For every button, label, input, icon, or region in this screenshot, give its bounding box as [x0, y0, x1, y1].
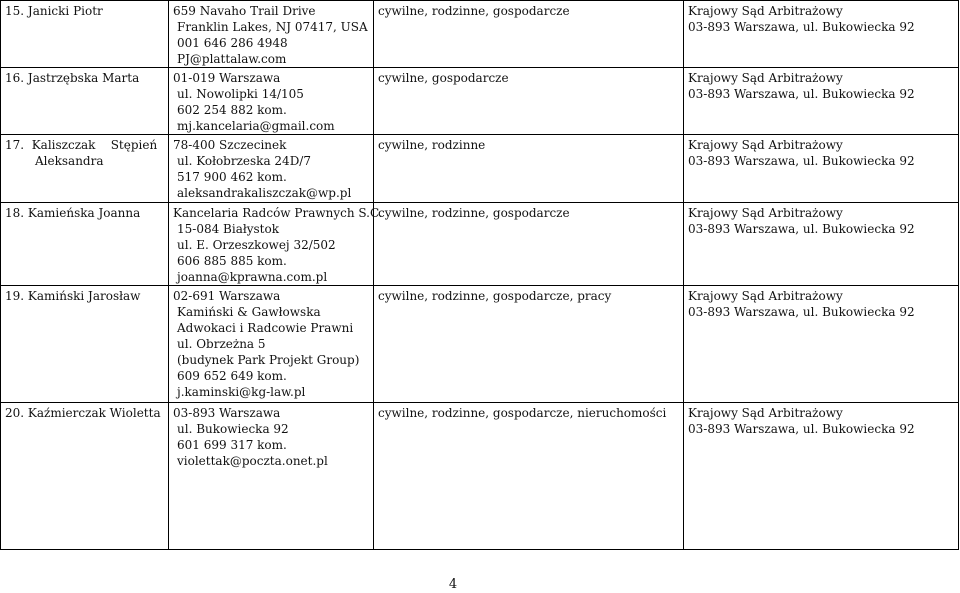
specializations: cywilne, rodzinne, gospodarcze: [374, 203, 684, 286]
arbitrator-name: 19. Kamiński Jarosław: [1, 286, 169, 403]
table-row: [1, 403, 959, 550]
arbitration-court: Krajowy Sąd Arbitrażowy 03-893 Warszawa, ul. Bukowiecka 92: [684, 286, 959, 403]
contact-details: 02-691 Warszawa Kamiński & Gawłowska Adwokaci i Radcowie Prawni ul. Obrzeżna 5 (budynek Park Projekt Group) 609 652 649 kom. j.kaminski@kg-law.pl: [169, 286, 374, 403]
arbitrator-name: 20. Kaźmierczak Wioletta: [1, 403, 169, 550]
table-row: [1, 203, 959, 286]
specializations: cywilne, rodzinne, gospodarcze: [374, 1, 684, 68]
table-row: [1, 1, 959, 68]
arbitrator-name: 18. Kamieńska Joanna: [1, 203, 169, 286]
arbitration-court: Krajowy Sąd Arbitrażowy 03-893 Warszawa, ul. Bukowiecka 92: [684, 203, 959, 286]
table-row: [1, 135, 959, 203]
contact-details: 01-019 Warszawa ul. Nowolipki 14/105 602 254 882 kom. mj.kancelaria@gmail.com: [169, 68, 374, 135]
table-row: [1, 68, 959, 135]
arbitration-court: Krajowy Sąd Arbitrażowy 03-893 Warszawa, ul. Bukowiecka 92: [684, 403, 959, 550]
specializations: cywilne, rodzinne: [374, 135, 684, 203]
specializations: cywilne, gospodarcze: [374, 68, 684, 135]
contact-details: 03-893 Warszawa ul. Bukowiecka 92 601 699 317 kom. violettak@poczta.onet.pl: [169, 403, 374, 550]
specializations: cywilne, rodzinne, gospodarcze, pracy: [374, 286, 684, 403]
arbitrator-name: 15. Janicki Piotr: [1, 1, 169, 68]
arbitration-court: Krajowy Sąd Arbitrażowy 03-893 Warszawa, ul. Bukowiecka 92: [684, 1, 959, 68]
table-row: [1, 286, 959, 403]
contact-details: Kancelaria Radców Prawnych S.C. 15-084 Białystok ul. E. Orzeszkowej 32/502 606 885 885 kom. joanna@kprawna.com.pl: [169, 203, 374, 286]
specializations: cywilne, rodzinne, gospodarcze, nieruchomości: [374, 403, 684, 550]
arbitrator-name: 16. Jastrzębska Marta: [1, 68, 169, 135]
contact-details: 78-400 Szczecinek ul. Kołobrzeska 24D/7 517 900 462 kom. aleksandrakaliszczak@wp.pl: [169, 135, 374, 203]
arbitrator-name: 17. Kaliszczak Stępień Aleksandra: [1, 135, 169, 203]
contact-details: 659 Navaho Trail Drive Franklin Lakes, NJ 07417, USA 001 646 286 4948 PJ@plattalaw.com: [169, 1, 374, 68]
page-number: 4: [448, 577, 458, 592]
arbitration-court: Krajowy Sąd Arbitrażowy 03-893 Warszawa, ul. Bukowiecka 92: [684, 135, 959, 203]
arbitration-court: Krajowy Sąd Arbitrażowy 03-893 Warszawa, ul. Bukowiecka 92: [684, 68, 959, 135]
